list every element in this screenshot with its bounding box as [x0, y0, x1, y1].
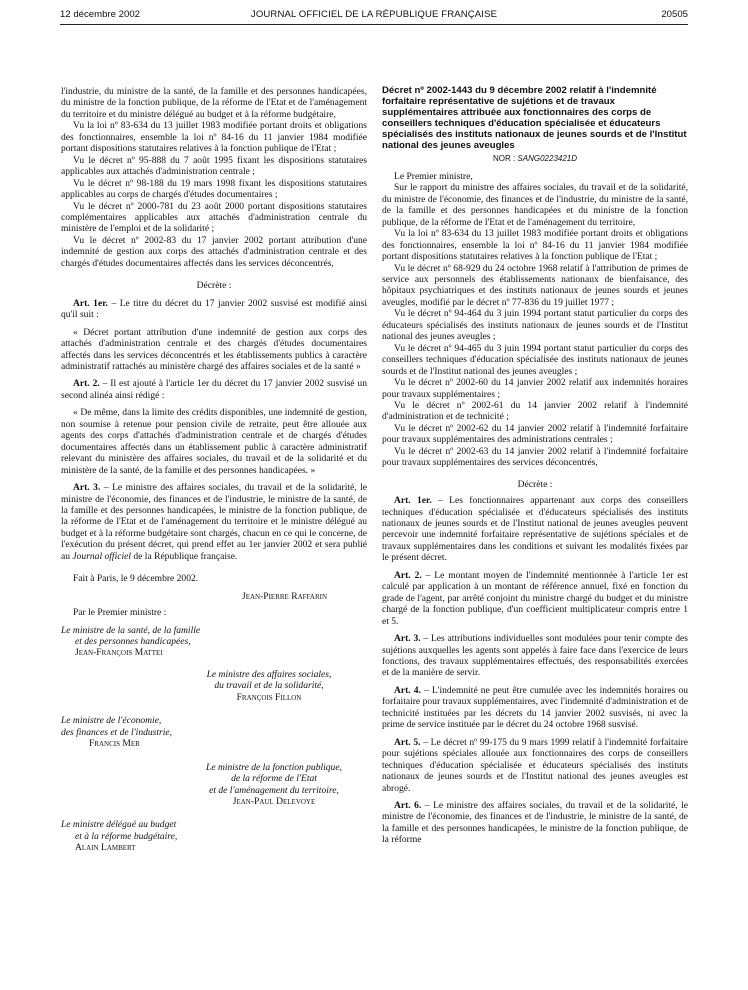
- journal-officiel-ref: Journal officiel: [72, 550, 132, 562]
- right-article-5: [382, 737, 688, 794]
- signature-budget: [61, 819, 367, 853]
- left-article-1-quote: « Décret portant attribution d'une indemnité de gestion aux corps des attachés d'administration centrale et des chargés d'études documentaires affectés dans les services déconcentrés et les établissements publics à caractère administratif rattachés au ministère chargé des affaires sociales et de la santé »: [61, 326, 367, 372]
- left-visa-2: Vu le décret nº 95-888 du 7 août 1995 fixant les dispositions statutaires applicables aux attachés d'administration centrale ;: [61, 154, 367, 178]
- header-rule: [60, 24, 688, 25]
- right-decrete: Décrète :: [517, 478, 553, 490]
- left-visa-4: Vu le décret nº 2000-781 du 23 août 2000 portant dispositions statutaires complémentaires applicables aux attachés d'administration centrale du ministère de l'emploi et de la solidarité ;: [61, 200, 367, 235]
- signatory-title: et de l'aménagement du territoire,: [209, 784, 339, 796]
- article-text: – Le titre du décret du 17 janvier 2002 susvisé est modifié ainsi qu'il suit :: [61, 297, 368, 321]
- header-date: 12 décembre 2002: [60, 9, 141, 20]
- article-text: – Il est ajouté à l'article 1er du décret du 17 janvier 2002 susvisé un second alinéa ainsi rédigé :: [61, 378, 367, 401]
- signatory-title: Le ministre des affaires sociales,: [206, 668, 332, 680]
- par-le-premier-ministre: Par le Premier ministre :: [73, 607, 167, 619]
- right-visa-4: Vu le décret nº 94-465 du 3 juin 1994 portant statut particulier du corps des conseillers techniques d'éducation spécialisée des instituts nationaux de jeunes sourds et de l'Institut national des jeunes aveugles ;: [382, 342, 688, 377]
- right-visa-8: Vu le décret nº 2002-63 du 14 janvier 2002 relatif à l'indemnité forfaitaire pour travaux supplémentaires des services déconcentrés,: [382, 445, 688, 469]
- right-premier-ministre: Le Premier ministre,: [394, 170, 473, 182]
- signatory-title: de la réforme de l'Etat: [231, 773, 317, 785]
- article-label: Art. 4.: [394, 684, 421, 696]
- decree-title: Décret nº 2002-1443 du 9 décembre 2002 relatif à l'indemnité forfaitaire représentative de sujétions et de travaux supplémentaires attribuée aux fonctionnaires des corps de conseillers techniques d'éducation spécialisée et éducateurs spécialisés des instituts nationaux de jeunes sourds et de l'Institut national des jeunes aveugles: [382, 85, 687, 151]
- left-article-3: [61, 482, 367, 562]
- fait-a-paris: Fait à Paris, le 9 décembre 2002.: [73, 573, 199, 585]
- signatory-title: et des personnes handicapées,: [75, 636, 191, 648]
- signatory-name: Jean-François Mattei: [75, 647, 163, 659]
- signature-sante: [61, 625, 367, 659]
- signature-affaires-sociales: [61, 669, 367, 703]
- right-visa-6: Vu le décret nº 2002-61 du 14 janvier 2002 relatif à l'indemnité d'administration et de technicité ;: [382, 399, 688, 423]
- right-visa-3: Vu le décret nº 94-464 du 3 juin 1994 portant statut particulier du corps des éducateurs spécialisés des instituts nationaux de jeunes sourds et de l'Institut national des jeunes aveugles ;: [382, 308, 688, 343]
- article-text: – Les attributions individuelles sont modulées pour tenir compte des sujétions auxquelles les agents sont appelés à faire face dans l'exercice de leurs fonctions, des travaux supplémentaires effectués, des responsabilités exercées et de la manière de servir.: [382, 633, 689, 679]
- left-column: [61, 86, 367, 854]
- journal-title: JOURNAL OFFICIEL DE LA RÉPUBLIQUE FRANÇAISE: [250, 9, 498, 20]
- page-number: 20505: [661, 9, 688, 20]
- right-article-1: [382, 495, 688, 564]
- signatory-title: et à la réforme budgétaire,: [75, 830, 178, 842]
- left-visa-1: Vu la loi nº 83-634 du 13 juillet 1983 modifiée portant droits et obligations des fonctionnaires, ensemble la loi nº 84-16 du 11 janvier 1984 modifiée portant dispositions statutaires relatives à la fonction publique de l'Etat ;: [61, 120, 367, 155]
- right-visa-1: Vu la loi nº 83-634 du 13 juillet 1983 modifiée portant droits et obligations des fonctionnaires, ensemble la loi nº 84-16 du 11 janvier 1984 modifiée portant dispositions statutaires relatives à la fonction publique de l'Etat ;: [382, 228, 688, 263]
- signatory-name: Jean-Paul Delevoye: [232, 796, 316, 808]
- right-article-6: [382, 800, 688, 846]
- nor-label: NOR :: [492, 154, 518, 164]
- signatory-title: du travail et de la solidarité,: [214, 680, 324, 692]
- article-text: – Les fonctionnaires appartenant aux corps des conseillers techniques d'éducation spécialisée et d'éducateurs spécialisés des instituts nationaux de jeunes sourds et de l'Institut national de jeunes aveugles peuvent percevoir une indemnité forfaitaire représentative de sujétions spéciales et de travaux supplémentaires dans les conditions et suivant les modalités fixées par le présent décret.: [382, 495, 689, 564]
- article-text: – Le ministre des affaires sociales, du travail et de la solidarité, le ministre de l'économie, des finances et de l'industrie, le ministre de la santé, de la famille et des personnes handicapées, le ministre de la fonction publique, de la réforme de l'Etat et de l'aménagement du territoire et le ministre délégué au budget et à la réforme budgétaire sont chargés, chacun en ce qui le concerne, de l'exécution du présent décret, qui prend effet au 1er janvier 2002 et sera publié au: [61, 482, 367, 562]
- page-header: [60, 9, 688, 23]
- signatory-title: Le ministre délégué au budget: [61, 819, 177, 831]
- left-article-1: [61, 298, 367, 321]
- signatory-name: François Fillon: [236, 691, 302, 703]
- article-text: – Le ministre des affaires sociales, du travail et de la solidarité, le ministre de l'économie, des finances et de l'industrie, le ministre de la santé, de la famille et des personnes handicapées, le ministre de la fonction publique, de la réforme: [382, 800, 688, 846]
- article-label: Art. 3.: [394, 633, 421, 645]
- signatory-title: Le ministre de la santé, de la famille: [61, 624, 201, 636]
- article-text: – L'indemnité ne peut être cumulée avec les indemnités horaires ou forfaitaire pour travaux supplémentaires, avec l'indemnité d'administration et de technicité instituées par les décrets du 14 janvier 2002 susvisés, ni avec la prime de service instituée par le décret du 24 octobre 1968 susvisé.: [382, 684, 688, 731]
- signature-block: [61, 573, 367, 854]
- left-article-2-quote: « De même, dans la limite des crédits disponibles, une indemnité de gestion, non soumise à retenue pour pension civile de retraite, peut être allouée aux agents des corps d'attachés d'administration centrale et de chargés d'études documentaires affectés dans un établissement public à caractère administratif relevant du ministère des affaires sociales, du travail et de la solidarité et du ministère de la santé, de la famille et des personnes handicapées. »: [61, 407, 367, 476]
- pm-signature: Jean-Pierre Raffarin: [242, 590, 327, 602]
- right-article-4: [382, 685, 688, 731]
- signatory-title: Le ministre de la fonction publique,: [206, 761, 342, 773]
- article-text-end: de la République française.: [131, 550, 238, 562]
- left-paragraph-1: l'industrie, du ministre de la santé, de la famille et des personnes handicapées, du ministre de la fonction publique, de la réforme de l'Etat et de l'aménagement du territoire et du ministre délégué au budget et à la réforme budgétaire,: [61, 86, 367, 120]
- right-visa-7: Vu le décret nº 2002-62 du 14 janvier 2002 relatif à l'indemnité forfaitaire pour travaux supplémentaires des administrations centrales ;: [382, 422, 688, 446]
- article-label: Art. 2.: [73, 378, 100, 390]
- right-rapport: Sur le rapport du ministre des affaires sociales, du travail et de la solidarité, du ministre de l'économie, des finances et de l'industrie, du ministre de la santé, de la famille et des personnes handicapées et du ministre de la fonction publique, de la réforme de l'Etat et de l'aménagement du territoire,: [382, 182, 688, 228]
- nor-reference: [382, 153, 688, 164]
- article-label: Art. 1er.: [73, 297, 108, 309]
- article-label: Art. 5.: [394, 736, 421, 748]
- signatory-title: Le ministre de l'économie,: [61, 715, 162, 727]
- right-column: [382, 86, 688, 846]
- article-text: – Le décret nº 99-175 du 9 mars 1999 relatif à l'indemnité forfaitaire pour sujétions spéciales allouée aux fonctionnaires des corps de conseillers techniques d'éducation spécialisée et éducateurs spécialisés des instituts nationaux de jeunes sourds et de l'Institut national des jeunes aveugles est abrogé.: [382, 736, 688, 794]
- signatory-name: Alain Lambert: [75, 842, 136, 854]
- signature-fonction-publique: [61, 762, 367, 808]
- left-article-2: [61, 378, 367, 401]
- right-article-3: [382, 633, 688, 679]
- article-label: Art. 3.: [73, 482, 101, 494]
- nor-code: SANG0223421D: [517, 154, 578, 164]
- article-label: Art. 1er.: [394, 495, 432, 507]
- article-label: Art. 2.: [394, 569, 422, 581]
- signature-economie: [61, 715, 367, 749]
- signatory-name: Francis Mer: [89, 738, 140, 750]
- article-label: Art. 6.: [394, 800, 422, 811]
- right-visa-5: Vu le décret nº 2002-60 du 14 janvier 2002 relatif aux indemnités horaires pour travaux supplémentaires ;: [382, 377, 688, 400]
- left-decrete: Décrète :: [196, 280, 232, 292]
- left-visa-5: Vu le décret nº 2002-83 du 17 janvier 2002 portant attribution d'une indemnité de gestion aux corps des attachés d'administration centrale et des chargés d'études documentaires affectés dans les services déconcentrés,: [61, 234, 367, 269]
- signatory-title: des finances et de l'industrie,: [61, 726, 173, 738]
- left-visa-3: Vu le décret nº 98-188 du 19 mars 1998 fixant les dispositions statutaires applicables au corps de chargés d'études documentaires ;: [61, 177, 367, 201]
- right-visa-2: Vu le décret nº 68-929 du 24 octobre 1968 relatif à l'attribution de primes de service aux personnels des établissements nationaux de bienfaisance, des hôpitaux psychiatriques et des instituts nationaux de jeunes sourds et jeunes aveugles, modifié par le décret nº 77-836 du 19 juillet 1977 ;: [382, 262, 688, 308]
- article-text: – Le montant moyen de l'indemnité mentionnée à l'article 1er est calculé par application à un montant de référence annuel, fixé en fonction du grade de l'agent, par arrêté conjoint du ministre chargé du budget et du ministre chargé de la fonction publique, d'un coefficient multiplicateur compris entre 1 et 5.: [382, 569, 688, 627]
- right-article-2: [382, 570, 688, 627]
